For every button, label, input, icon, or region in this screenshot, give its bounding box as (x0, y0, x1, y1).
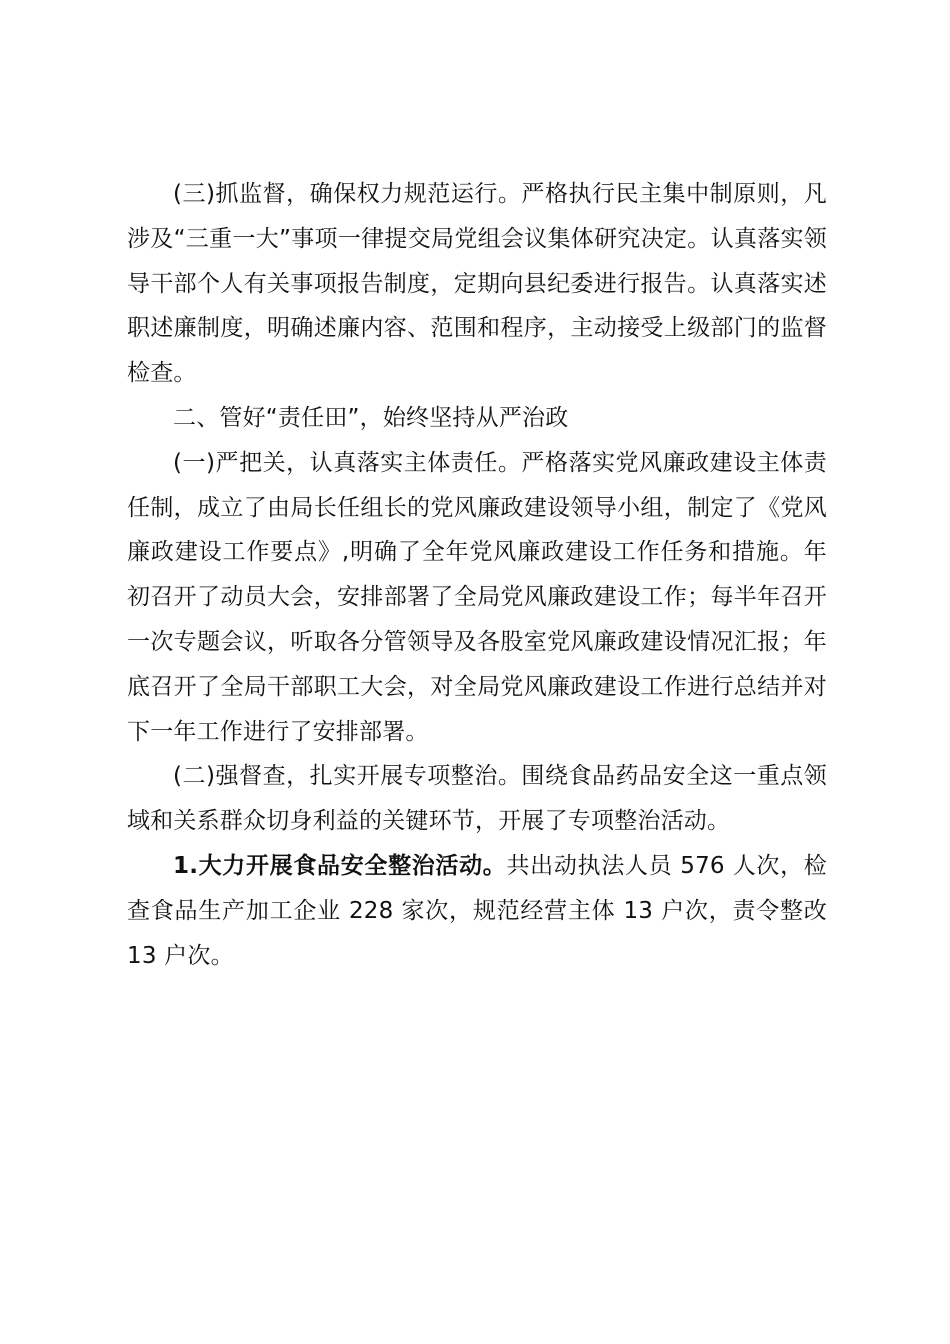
paragraph-food-safety (127, 844, 827, 978)
paragraph-supervision: (三)抓监督，确保权力规范运行。严格执行民主集中制原则，凡涉及“三重一大”事项一律提交局党组会议集体研究决定。认真落实领导干部个人有关事项报告制度，定期向县纪委进行报告。认真落实述职述廉制度，明确述廉内容、范围和程序，主动接受上级部门的监督检查。 (127, 181, 827, 387)
paragraph-special-rectification: (二)强督查，扎实开展专项整治。围绕食品药品安全这一重点领域和关系群众切身利益的关键环节，开展了专项整治活动。 (127, 763, 827, 835)
section-heading-responsibility: 二、管好“责任田”，始终坚持从严治政 (173, 404, 569, 431)
food-safety-text: 共出动执法人员 576 人次，检查食品生产加工企业 228 家次，规范经营主体 13 户次，责令整改 13 户次。 (127, 852, 827, 969)
paragraph-main-responsibility: (一)严把关，认真落实主体责任。严格落实党风廉政建设主体责任制，成立了由局长任组长的党风廉政建设领导小组，制定了《党风廉政建设工作要点》,明确了全年党风廉政建设工作任务和措施。年初召开了动员大会，安排部署了全局党风廉政建设工作；每半年召开一次专题会议，听取各分管领导及各股室党风廉政建设情况汇报；年底召开了全局干部职工大会，对全局党风廉政建设工作进行总结并对下一年工作进行了安排部署。 (127, 449, 827, 745)
food-safety-lead: 1.大力开展食品安全整治活动。 (173, 852, 507, 879)
document-body (127, 172, 827, 978)
